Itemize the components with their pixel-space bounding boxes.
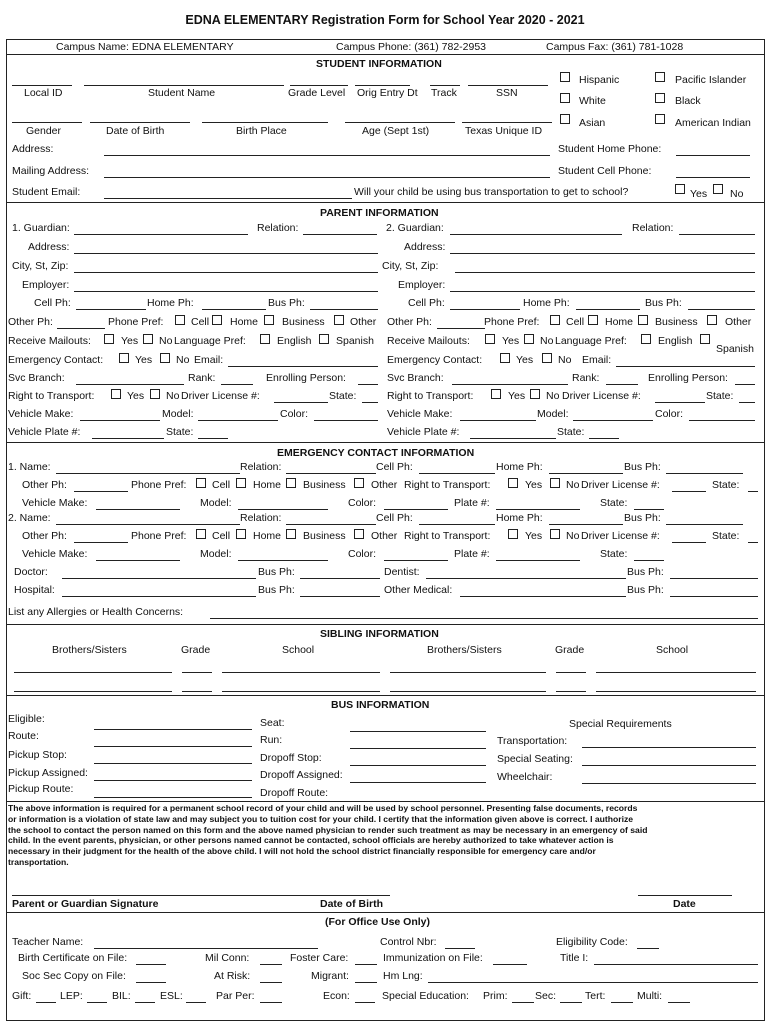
ec-vstate-1-label: State: — [600, 497, 628, 509]
lang-spanish-2[interactable] — [700, 334, 710, 344]
esl-label: ESL: — [160, 990, 183, 1002]
ec-plate-2-label: Plate #: — [454, 548, 490, 560]
mailouts-2-label: Receive Mailouts: — [387, 335, 470, 347]
ec-home-2-label: Home Ph: — [496, 512, 543, 524]
ec-other-2-checkbox[interactable] — [354, 529, 364, 539]
home-phone-label: Student Home Phone: — [558, 143, 662, 155]
lang-english-2-label: English — [658, 335, 693, 347]
mailouts-2-yes-label: Yes — [502, 335, 520, 347]
sig-date-label: Date — [673, 898, 696, 910]
pref-other-1-label: Other — [350, 316, 377, 328]
lang-spanish-1-label: Spanish — [336, 335, 374, 347]
immun-label: Immunization on File: — [383, 952, 483, 964]
doctor-label: Doctor: — [14, 566, 48, 578]
ec-transport-2-yes-label: Yes — [525, 530, 543, 542]
bus-no-label: No — [730, 188, 744, 200]
plate-state-1-label: State: — [166, 426, 194, 438]
pref-cell-1-checkbox[interactable] — [175, 315, 185, 325]
ec-name-2-label: 2. Name: — [8, 512, 51, 524]
lep-label: LEP: — [60, 990, 83, 1002]
sibling-heading: SIBLING INFORMATION — [320, 628, 439, 640]
ec-other-2-label: Other Ph: — [22, 530, 67, 542]
make-1-label: Vehicle Make: — [8, 408, 74, 420]
lang-spanish-1[interactable] — [319, 334, 329, 344]
relation-2-label: Relation: — [632, 222, 674, 234]
econ-label: Econ: — [323, 990, 350, 1002]
student-heading: STUDENT INFORMATION — [316, 58, 442, 70]
signature-line[interactable] — [12, 895, 390, 896]
ec-plate-1-label: Plate #: — [454, 497, 490, 509]
mailouts-1-no[interactable] — [143, 334, 153, 344]
phone-pref-1-label: Phone Pref: — [108, 316, 164, 328]
american-indian-checkbox[interactable] — [655, 114, 665, 124]
special-seating-label: Special Seating: — [497, 753, 573, 765]
relation-2-field[interactable] — [679, 234, 755, 235]
pickup-stop-label: Pickup Stop: — [8, 749, 67, 761]
ec-model-2-label: Model: — [200, 548, 232, 560]
gender-label: Gender — [26, 125, 62, 137]
route-label: Route: — [8, 730, 39, 742]
guardian-2-field[interactable] — [450, 234, 622, 235]
student-name-label: Student Name — [148, 87, 216, 99]
asian-checkbox[interactable] — [560, 114, 570, 124]
hospital-bus-label: Bus Ph: — [258, 584, 295, 596]
emerg-2-no-label: No — [558, 354, 572, 366]
guardian-1-label: 1. Guardian: — [12, 222, 70, 234]
color-2-label: Color: — [655, 408, 684, 420]
black-checkbox[interactable] — [655, 93, 665, 103]
campus-fax: Campus Fax: (361) 781-1028 — [546, 41, 684, 53]
ec-home-2-opt: Home — [253, 530, 282, 542]
address-2-field[interactable] — [450, 253, 755, 254]
dropoff-stop-label: Dropoff Stop: — [260, 752, 322, 764]
relation-1-field[interactable] — [303, 234, 377, 235]
transportation-label: Transportation: — [497, 735, 568, 747]
ec-pref-1-label: Phone Pref: — [131, 479, 187, 491]
sib-grade-1: Grade — [181, 644, 211, 656]
signature-date-line[interactable] — [638, 895, 732, 896]
pref-home-1-checkbox[interactable] — [212, 315, 222, 325]
hm-lng-label: Hm Lng: — [383, 970, 423, 982]
disclaimer-line: the school to contact the person named on this form and the above named physician to render such treatment as may be necessary in an emergency of said — [8, 824, 648, 835]
transport-1-label: Right to Transport: — [8, 390, 95, 402]
hispanic-checkbox[interactable] — [560, 72, 570, 82]
enrolling-1-label: Enrolling Person: — [266, 372, 346, 384]
cell-phone-label: Student Cell Phone: — [558, 165, 652, 177]
model-2-label: Model: — [537, 408, 569, 420]
pref-business-2-checkbox[interactable] — [638, 315, 648, 325]
form-title: EDNA ELEMENTARY Registration Form for School Year 2020 - 2021 — [185, 13, 585, 27]
email-label: Student Email: — [12, 186, 81, 198]
pref-home-2-label: Home — [605, 316, 634, 328]
title1-label: Title I: — [560, 952, 589, 964]
pacific-islander-label: Pacific Islander — [675, 74, 747, 86]
pref-cell-1-label: Cell — [191, 316, 210, 328]
svc-1-label: Svc Branch: — [8, 372, 65, 384]
asian-label: Asian — [579, 117, 606, 129]
dentist-bus-label: Bus Ph: — [627, 566, 664, 578]
ec-transport-1-yes-label: Yes — [525, 479, 543, 491]
sig-dob-label: Date of Birth — [320, 898, 383, 910]
pref-business-1-label: Business — [282, 316, 325, 328]
mailouts-2-no[interactable] — [524, 334, 534, 344]
dropoff-route-label: Dropoff Route: — [260, 787, 329, 799]
lang-english-2[interactable] — [641, 334, 651, 344]
transport-1-yes[interactable] — [111, 389, 121, 399]
disclaimer-line: The above information is required for a permanent school record of your child and will be used by school personnel. Presenting false documents, records — [8, 803, 638, 813]
employer-2-label: Employer: — [398, 279, 446, 291]
rank-1-label: Rank: — [188, 372, 216, 384]
plate-state-2-label: State: — [557, 426, 585, 438]
ec-home-1-checkbox[interactable] — [236, 478, 246, 488]
lang-english-1-label: English — [277, 335, 312, 347]
pref-business-1-checkbox[interactable] — [264, 315, 274, 325]
disclaimer-line: or information is a violation of state law and may subject you to tuition cost for your child. I certify that the information given above is correct. I authorize — [8, 813, 634, 824]
ec-home-1-label: Home Ph: — [496, 461, 543, 473]
sec-label: Sec: — [535, 990, 557, 1002]
mailing-label: Mailing Address: — [12, 165, 90, 177]
other-2-label: Other Ph: — [387, 316, 432, 328]
color-1-label: Color: — [280, 408, 309, 420]
home-phone-field[interactable] — [676, 155, 750, 156]
transport-2-no[interactable] — [530, 389, 540, 399]
svc-2-label: Svc Branch: — [387, 372, 444, 384]
pref-other-2-checkbox[interactable] — [707, 315, 717, 325]
phone-pref-2-label: Phone Pref: — [484, 316, 540, 328]
pacific-islander-checkbox[interactable] — [655, 72, 665, 82]
ec-other-1-checkbox[interactable] — [354, 478, 364, 488]
office-heading: (For Office Use Only) — [325, 916, 431, 928]
city-2-field[interactable] — [455, 272, 755, 273]
city-1-field[interactable] — [74, 272, 378, 273]
ec-bus-1-label: Bus Ph: — [624, 461, 661, 473]
ec-transport-2-no[interactable] — [550, 529, 560, 539]
ec-bus-2-label: Bus Ph: — [624, 512, 661, 524]
lang-pref-2-label: Language Pref: — [555, 335, 627, 347]
transport-2-no-label: No — [546, 390, 560, 402]
transport-1-yes-label: Yes — [127, 390, 145, 402]
bus-question: Will your child be using bus transportation to get to school? — [354, 186, 629, 198]
ec-business-1-checkbox[interactable] — [286, 478, 296, 488]
doctor-bus-label: Bus Ph: — [258, 566, 295, 578]
pref-other-1-checkbox[interactable] — [334, 315, 344, 325]
ec-name-1-label: 1. Name: — [8, 461, 51, 473]
ec-cell-1-label: Cell Ph: — [376, 461, 413, 473]
ec-license-2-label: Driver License #: — [581, 530, 660, 542]
seat-label: Seat: — [260, 717, 285, 729]
bus-2-label: Bus Ph: — [645, 297, 682, 309]
ec-relation-1-label: Relation: — [240, 461, 282, 473]
state-1-label: State: — [329, 390, 357, 402]
ec-cell-2-checkbox[interactable] — [196, 529, 206, 539]
sped-label: Special Education: — [382, 990, 469, 1002]
at-risk-label: At Risk: — [214, 970, 251, 982]
bus-no-checkbox[interactable] — [713, 184, 723, 194]
ec-home-2-checkbox[interactable] — [236, 529, 246, 539]
emerg-1-yes-label: Yes — [135, 354, 153, 366]
address-field[interactable] — [104, 155, 550, 156]
ec-license-1-label: Driver License #: — [581, 479, 660, 491]
pref-business-2-label: Business — [655, 316, 698, 328]
age-label: Age (Sept 1st) — [362, 125, 430, 137]
ec-color-2-label: Color: — [348, 548, 377, 560]
mailouts-1-no-label: No — [159, 335, 173, 347]
pickup-route-label: Pickup Route: — [8, 783, 74, 795]
disclaimer-line: child. In the event parents, physician, or other persons named cannot be contacted, school officials are hereby authorized to take whatever action is — [8, 835, 614, 846]
bus-yes-label: Yes — [690, 188, 708, 200]
email-2-label: Email: — [582, 354, 612, 366]
address-1-label: Address: — [28, 241, 70, 253]
special-req-label: Special Requirements — [569, 718, 672, 730]
gift-label: Gift: — [12, 990, 32, 1002]
guardian-2-label: 2. Guardian: — [386, 222, 444, 234]
emergency-heading: EMERGENCY CONTACT INFORMATION — [277, 447, 475, 459]
ec-color-1-label: Color: — [348, 497, 377, 509]
ec-home-1-opt: Home — [253, 479, 282, 491]
plate-2-label: Vehicle Plate #: — [387, 426, 460, 438]
bus-yes-checkbox[interactable] — [675, 184, 685, 194]
white-label: White — [579, 95, 606, 107]
pref-home-2-checkbox[interactable] — [588, 315, 598, 325]
ec-model-1-label: Model: — [200, 497, 232, 509]
lang-pref-1-label: Language Pref: — [174, 335, 246, 347]
employer-1-field[interactable] — [74, 291, 378, 292]
migrant-label: Migrant: — [311, 970, 349, 982]
state-2-label: State: — [706, 390, 734, 402]
emerg-2-yes[interactable] — [500, 353, 510, 363]
campus-name: Campus Name: EDNA ELEMENTARY — [56, 41, 234, 53]
bus-1-label: Bus Ph: — [268, 297, 305, 309]
prim-label: Prim: — [483, 990, 508, 1002]
signature-label: Parent or Guardian Signature — [12, 898, 159, 910]
lang-spanish-2-label: Spanish — [716, 343, 754, 355]
ec-other-2-opt: Other — [371, 530, 398, 542]
dropoff-assigned-label: Dropoff Assigned: — [260, 769, 343, 781]
emerg-1-no[interactable] — [160, 353, 170, 363]
mailouts-1-label: Receive Mailouts: — [8, 335, 91, 347]
soc-sec-label: Soc Sec Copy on File: — [22, 970, 126, 982]
emerg-1-yes[interactable] — [119, 353, 129, 363]
make-2-label: Vehicle Make: — [387, 408, 453, 420]
disclaimer — [8, 803, 764, 868]
ec-vstate-2-label: State: — [600, 548, 628, 560]
address-1-field[interactable] — [74, 253, 378, 254]
ec-state-2-label: State: — [712, 530, 740, 542]
employer-1-label: Employer: — [22, 279, 70, 291]
ec-transport-1-yes[interactable] — [508, 478, 518, 488]
address-label: Address: — [12, 143, 54, 155]
ec-transport-2-no-label: No — [566, 530, 580, 542]
pref-cell-2-checkbox[interactable] — [550, 315, 560, 325]
ssn-label: SSN — [496, 87, 518, 99]
disclaimer-line: necessary in their judgment for the health of the above child. I will not hold the school district financially responsible for emergency care and/or — [8, 846, 596, 857]
ec-transport-1-no[interactable] — [550, 478, 560, 488]
par-per-label: Par Per: — [216, 990, 255, 1002]
ec-state-1-label: State: — [712, 479, 740, 491]
mailouts-2-no-label: No — [540, 335, 554, 347]
other-medical-bus-label: Bus Ph: — [627, 584, 664, 596]
cell-1-label: Cell Ph: — [34, 297, 71, 309]
ec-business-2-opt: Business — [303, 530, 346, 542]
foster-label: Foster Care: — [290, 952, 349, 964]
ec-cell-1-checkbox[interactable] — [196, 478, 206, 488]
lang-english-1[interactable] — [260, 334, 270, 344]
ec-transport-1-label: Right to Transport: — [404, 479, 491, 491]
birth-place-label: Birth Place — [236, 125, 287, 137]
address-2-label: Address: — [404, 241, 446, 253]
allergies-label: List any Allergies or Health Concerns: — [8, 606, 184, 618]
transport-2-yes[interactable] — [491, 389, 501, 399]
local-id-label: Local ID — [24, 87, 63, 99]
home-2-label: Home Ph: — [523, 297, 570, 309]
tert-label: Tert: — [585, 990, 606, 1002]
ec-make-2-label: Vehicle Make: — [22, 548, 88, 560]
emerg-1-no-label: No — [176, 354, 190, 366]
ec-cell-2-opt: Cell — [212, 530, 231, 542]
employer-2-field[interactable] — [450, 291, 755, 292]
model-1-label: Model: — [162, 408, 194, 420]
pref-other-2-label: Other — [725, 316, 752, 328]
other-medical-label: Other Medical: — [384, 584, 453, 596]
grade-level-label: Grade Level — [288, 87, 346, 99]
ec-other-1-opt: Other — [371, 479, 398, 491]
ec-transport-2-label: Right to Transport: — [404, 530, 491, 542]
city-1-label: City, St, Zip: — [12, 260, 69, 272]
pref-cell-2-label: Cell — [566, 316, 585, 328]
hospital-label: Hospital: — [14, 584, 55, 596]
allergies-field[interactable] — [210, 618, 758, 619]
teacher-label: Teacher Name: — [12, 936, 84, 948]
cell-phone-field[interactable] — [676, 177, 750, 178]
track-label: Track — [431, 87, 457, 99]
campus-phone: Campus Phone: (361) 782-2953 — [336, 41, 487, 53]
parent-heading: PARENT INFORMATION — [320, 207, 439, 219]
ec-business-1-opt: Business — [303, 479, 346, 491]
bus-heading: BUS INFORMATION — [331, 699, 430, 711]
eligible-label: Eligible: — [8, 713, 45, 725]
ec-pref-2-label: Phone Pref: — [131, 530, 187, 542]
emerg-2-yes-label: Yes — [516, 354, 534, 366]
emerg-2-no[interactable] — [542, 353, 552, 363]
rank-2-label: Rank: — [572, 372, 600, 384]
enrolling-2-label: Enrolling Person: — [648, 372, 728, 384]
other-1-label: Other Ph: — [8, 316, 53, 328]
transport-2-yes-label: Yes — [508, 390, 526, 402]
sib-bros-1: Brothers/Sisters — [52, 644, 127, 656]
black-label: Black — [675, 95, 701, 107]
sib-bros-2: Brothers/Sisters — [427, 644, 502, 656]
emerg-2-label: Emergency Contact: — [387, 354, 483, 366]
mailouts-1-yes-label: Yes — [121, 335, 139, 347]
ec-make-1-label: Vehicle Make: — [22, 497, 88, 509]
ec-other-1-label: Other Ph: — [22, 479, 67, 491]
texas-uid-label: Texas Unique ID — [465, 125, 543, 137]
city-2-label: City, St, Zip: — [382, 260, 439, 272]
control-label: Control Nbr: — [380, 936, 437, 948]
cell-2-label: Cell Ph: — [408, 297, 445, 309]
email-1-label: Email: — [194, 354, 224, 366]
guardian-1-field[interactable] — [74, 234, 248, 235]
wheelchair-label: Wheelchair: — [497, 771, 553, 783]
ec-cell-1-opt: Cell — [212, 479, 231, 491]
mailouts-2-yes[interactable] — [485, 334, 495, 344]
relation-1-label: Relation: — [257, 222, 299, 234]
bil-label: BIL: — [112, 990, 131, 1002]
emerg-1-label: Emergency Contact: — [8, 354, 104, 366]
sib-grade-2: Grade — [555, 644, 585, 656]
dob-label: Date of Birth — [106, 125, 165, 137]
dentist-label: Dentist: — [384, 566, 420, 578]
ec-cell-2-label: Cell Ph: — [376, 512, 413, 524]
transport-1-no[interactable] — [150, 389, 160, 399]
ec-relation-2-label: Relation: — [240, 512, 282, 524]
hispanic-label: Hispanic — [579, 74, 620, 86]
email-field[interactable] — [104, 198, 352, 199]
sib-school-2: School — [656, 644, 689, 656]
ec-business-2-checkbox[interactable] — [286, 529, 296, 539]
sib-school-1: School — [282, 644, 315, 656]
license-1-label: Driver License #: — [181, 390, 260, 402]
disclaimer-line: transportation. — [8, 856, 69, 867]
multi-label: Multi: — [637, 990, 663, 1002]
white-checkbox[interactable] — [560, 93, 570, 103]
elig-code-label: Eligibility Code: — [556, 936, 628, 948]
ec-transport-1-no-label: No — [566, 479, 580, 491]
birth-cert-label: Birth Certificate on File: — [18, 952, 128, 964]
transport-2-label: Right to Transport: — [387, 390, 474, 402]
mailing-field[interactable] — [104, 177, 550, 178]
pickup-assigned-label: Pickup Assigned: — [8, 767, 88, 779]
mailouts-1-yes[interactable] — [104, 334, 114, 344]
license-2-label: Driver License #: — [562, 390, 641, 402]
american-indian-label: American Indian — [675, 117, 751, 129]
pref-home-1-label: Home — [230, 316, 259, 328]
transport-1-no-label: No — [166, 390, 180, 402]
plate-1-label: Vehicle Plate #: — [8, 426, 81, 438]
ec-transport-2-yes[interactable] — [508, 529, 518, 539]
home-1-label: Home Ph: — [147, 297, 194, 309]
orig-entry-label: Orig Entry Dt — [357, 87, 418, 99]
mil-conn-label: Mil Conn: — [205, 952, 250, 964]
run-label: Run: — [260, 734, 283, 746]
